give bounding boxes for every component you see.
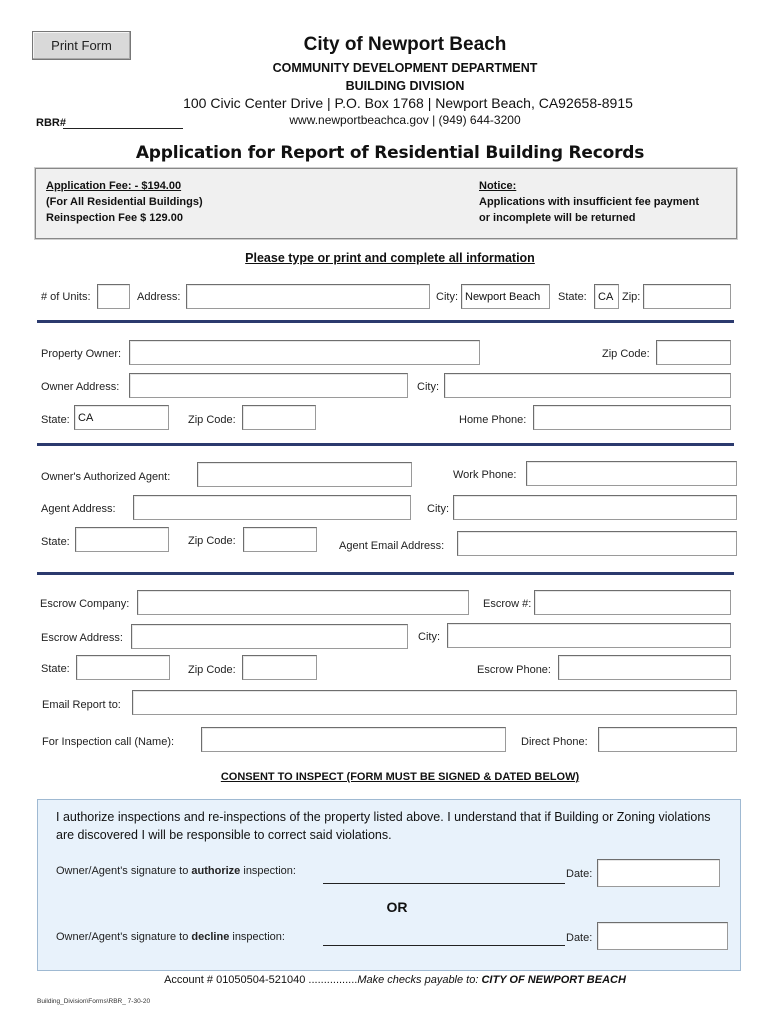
city-contact: www.newportbeachca.gov | (949) 644-3200 <box>289 113 521 127</box>
consent-statement: I authorize inspections and re-inspections of the property listed above. I understand that if Building or Zoning violations are discovered I will be responsible to correct said violations. <box>56 810 711 842</box>
agent-zip-field[interactable] <box>243 527 317 552</box>
form-title: Application for Report of Residential Building Records <box>135 143 645 163</box>
form-footer: Building_Division\Forms\RBR_ 7-30-20 <box>37 998 151 1005</box>
agent-state-field[interactable] <box>75 527 169 552</box>
email-report-field[interactable] <box>132 690 737 715</box>
escrow-state-field[interactable] <box>76 655 170 680</box>
agent-email-label: Agent Email Address: <box>339 540 445 552</box>
notice-line-1: Applications with insufficient fee payment <box>479 196 700 208</box>
decline-date-field[interactable] <box>597 922 728 950</box>
work-phone-label: Work Phone: <box>453 469 517 481</box>
reinspection-fee: Reinspection Fee $ 129.00 <box>46 212 183 224</box>
owner-zip2-label: Zip Code: <box>188 414 236 426</box>
owner-state-field[interactable]: CA <box>74 405 169 430</box>
decline-date-label: Date: <box>566 932 593 944</box>
agent-city-label: City: <box>427 503 449 515</box>
escrow-company-label: Escrow Company: <box>40 598 130 610</box>
rbr-line <box>63 128 183 129</box>
escrow-address-field[interactable] <box>131 624 408 649</box>
direct-phone-field[interactable] <box>598 727 737 752</box>
agent-zip-label: Zip Code: <box>188 535 236 547</box>
agent-address-label: Agent Address: <box>41 503 116 515</box>
city-address: 100 Civic Center Drive | P.O. Box 1768 | Newport Beach, CA92658-8915 <box>183 95 633 111</box>
agent-email-field[interactable] <box>457 531 737 556</box>
escrow-address-label: Escrow Address: <box>41 632 123 644</box>
property-zip-field[interactable] <box>643 284 731 309</box>
division-name: BUILDING DIVISION <box>345 79 465 93</box>
escrow-company-field[interactable] <box>137 590 469 615</box>
instructions: Please type or print and complete all information <box>245 251 535 265</box>
inspection-contact-label: For Inspection call (Name): <box>42 736 175 748</box>
notice-line-2: or incomplete will be returned <box>479 212 636 224</box>
fee-info <box>46 178 203 226</box>
escrow-state-label: State: <box>41 663 70 675</box>
agent-name-field[interactable] <box>197 462 412 487</box>
agent-city-field[interactable] <box>453 495 737 520</box>
home-phone-label: Home Phone: <box>459 414 527 426</box>
section-divider <box>37 320 734 323</box>
section-divider <box>37 572 734 575</box>
print-form-button[interactable]: Print Form <box>32 31 131 60</box>
authorize-signature-label: Owner/Agent's signature to authorize inspection: <box>56 865 296 877</box>
authorize-date-label: Date: <box>566 868 593 880</box>
owner-zip-field[interactable] <box>656 340 731 365</box>
home-phone-field[interactable] <box>533 405 731 430</box>
department-name: COMMUNITY DEVELOPMENT DEPARTMENT <box>272 61 538 75</box>
escrow-city-field[interactable] <box>447 623 731 648</box>
property-address-field[interactable] <box>186 284 430 309</box>
fee-note: (For All Residential Buildings) <box>46 196 203 208</box>
or-label: OR <box>386 899 408 915</box>
property-state-field[interactable]: CA <box>594 284 619 309</box>
decline-signature-label: Owner/Agent's signature to decline inspection: <box>56 931 285 943</box>
authorize-signature-line[interactable] <box>323 883 565 884</box>
inspection-contact-field[interactable] <box>201 727 506 752</box>
section-divider <box>37 443 734 446</box>
owner-address-label: Owner Address: <box>41 381 120 393</box>
escrow-zip-field[interactable] <box>242 655 317 680</box>
email-report-label: Email Report to: <box>42 699 121 711</box>
zip-label: Zip: <box>622 291 641 303</box>
address-label: Address: <box>137 291 181 303</box>
property-owner-field[interactable] <box>129 340 480 365</box>
work-phone-field[interactable] <box>526 461 737 486</box>
state-label: State: <box>558 291 587 303</box>
escrow-zip-label: Zip Code: <box>188 664 236 676</box>
escrow-city-label: City: <box>418 631 440 643</box>
escrow-phone-field[interactable] <box>558 655 731 680</box>
owner-zip2-field[interactable] <box>242 405 316 430</box>
city-label: City: <box>436 291 458 303</box>
owner-zip-label: Zip Code: <box>602 348 650 360</box>
application-fee: Application Fee: - $194.00 <box>46 180 182 192</box>
owner-city-field[interactable] <box>444 373 731 398</box>
property-owner-label: Property Owner: <box>41 348 122 360</box>
units-field[interactable] <box>97 284 130 309</box>
decline-signature-line[interactable] <box>323 945 565 946</box>
direct-phone-label: Direct Phone: <box>521 736 588 748</box>
consent-title: CONSENT TO INSPECT (FORM MUST BE SIGNED & DATED BELOW) <box>220 771 580 783</box>
escrow-phone-label: Escrow Phone: <box>477 664 551 676</box>
authorize-date-field[interactable] <box>597 859 720 887</box>
notice-title: Notice: <box>479 180 517 192</box>
agent-state-label: State: <box>41 536 70 548</box>
units-label: # of Units: <box>41 291 91 303</box>
account-info: Account # 01050504-521040 ................Make checks payable to: CITY OF NEWPORT BEACH <box>164 974 626 986</box>
owner-city-label: City: <box>417 381 439 393</box>
agent-label: Owner's Authorized Agent: <box>41 471 171 483</box>
agent-address-field[interactable] <box>133 495 411 520</box>
owner-state-label: State: <box>41 414 70 426</box>
property-city-field[interactable]: Newport Beach <box>461 284 550 309</box>
owner-address-field[interactable] <box>129 373 408 398</box>
escrow-number-field[interactable] <box>534 590 731 615</box>
city-title: City of Newport Beach <box>303 34 507 55</box>
rbr-label: RBR# <box>36 117 66 129</box>
notice-info <box>479 178 699 226</box>
escrow-number-label: Escrow #: <box>483 598 532 610</box>
